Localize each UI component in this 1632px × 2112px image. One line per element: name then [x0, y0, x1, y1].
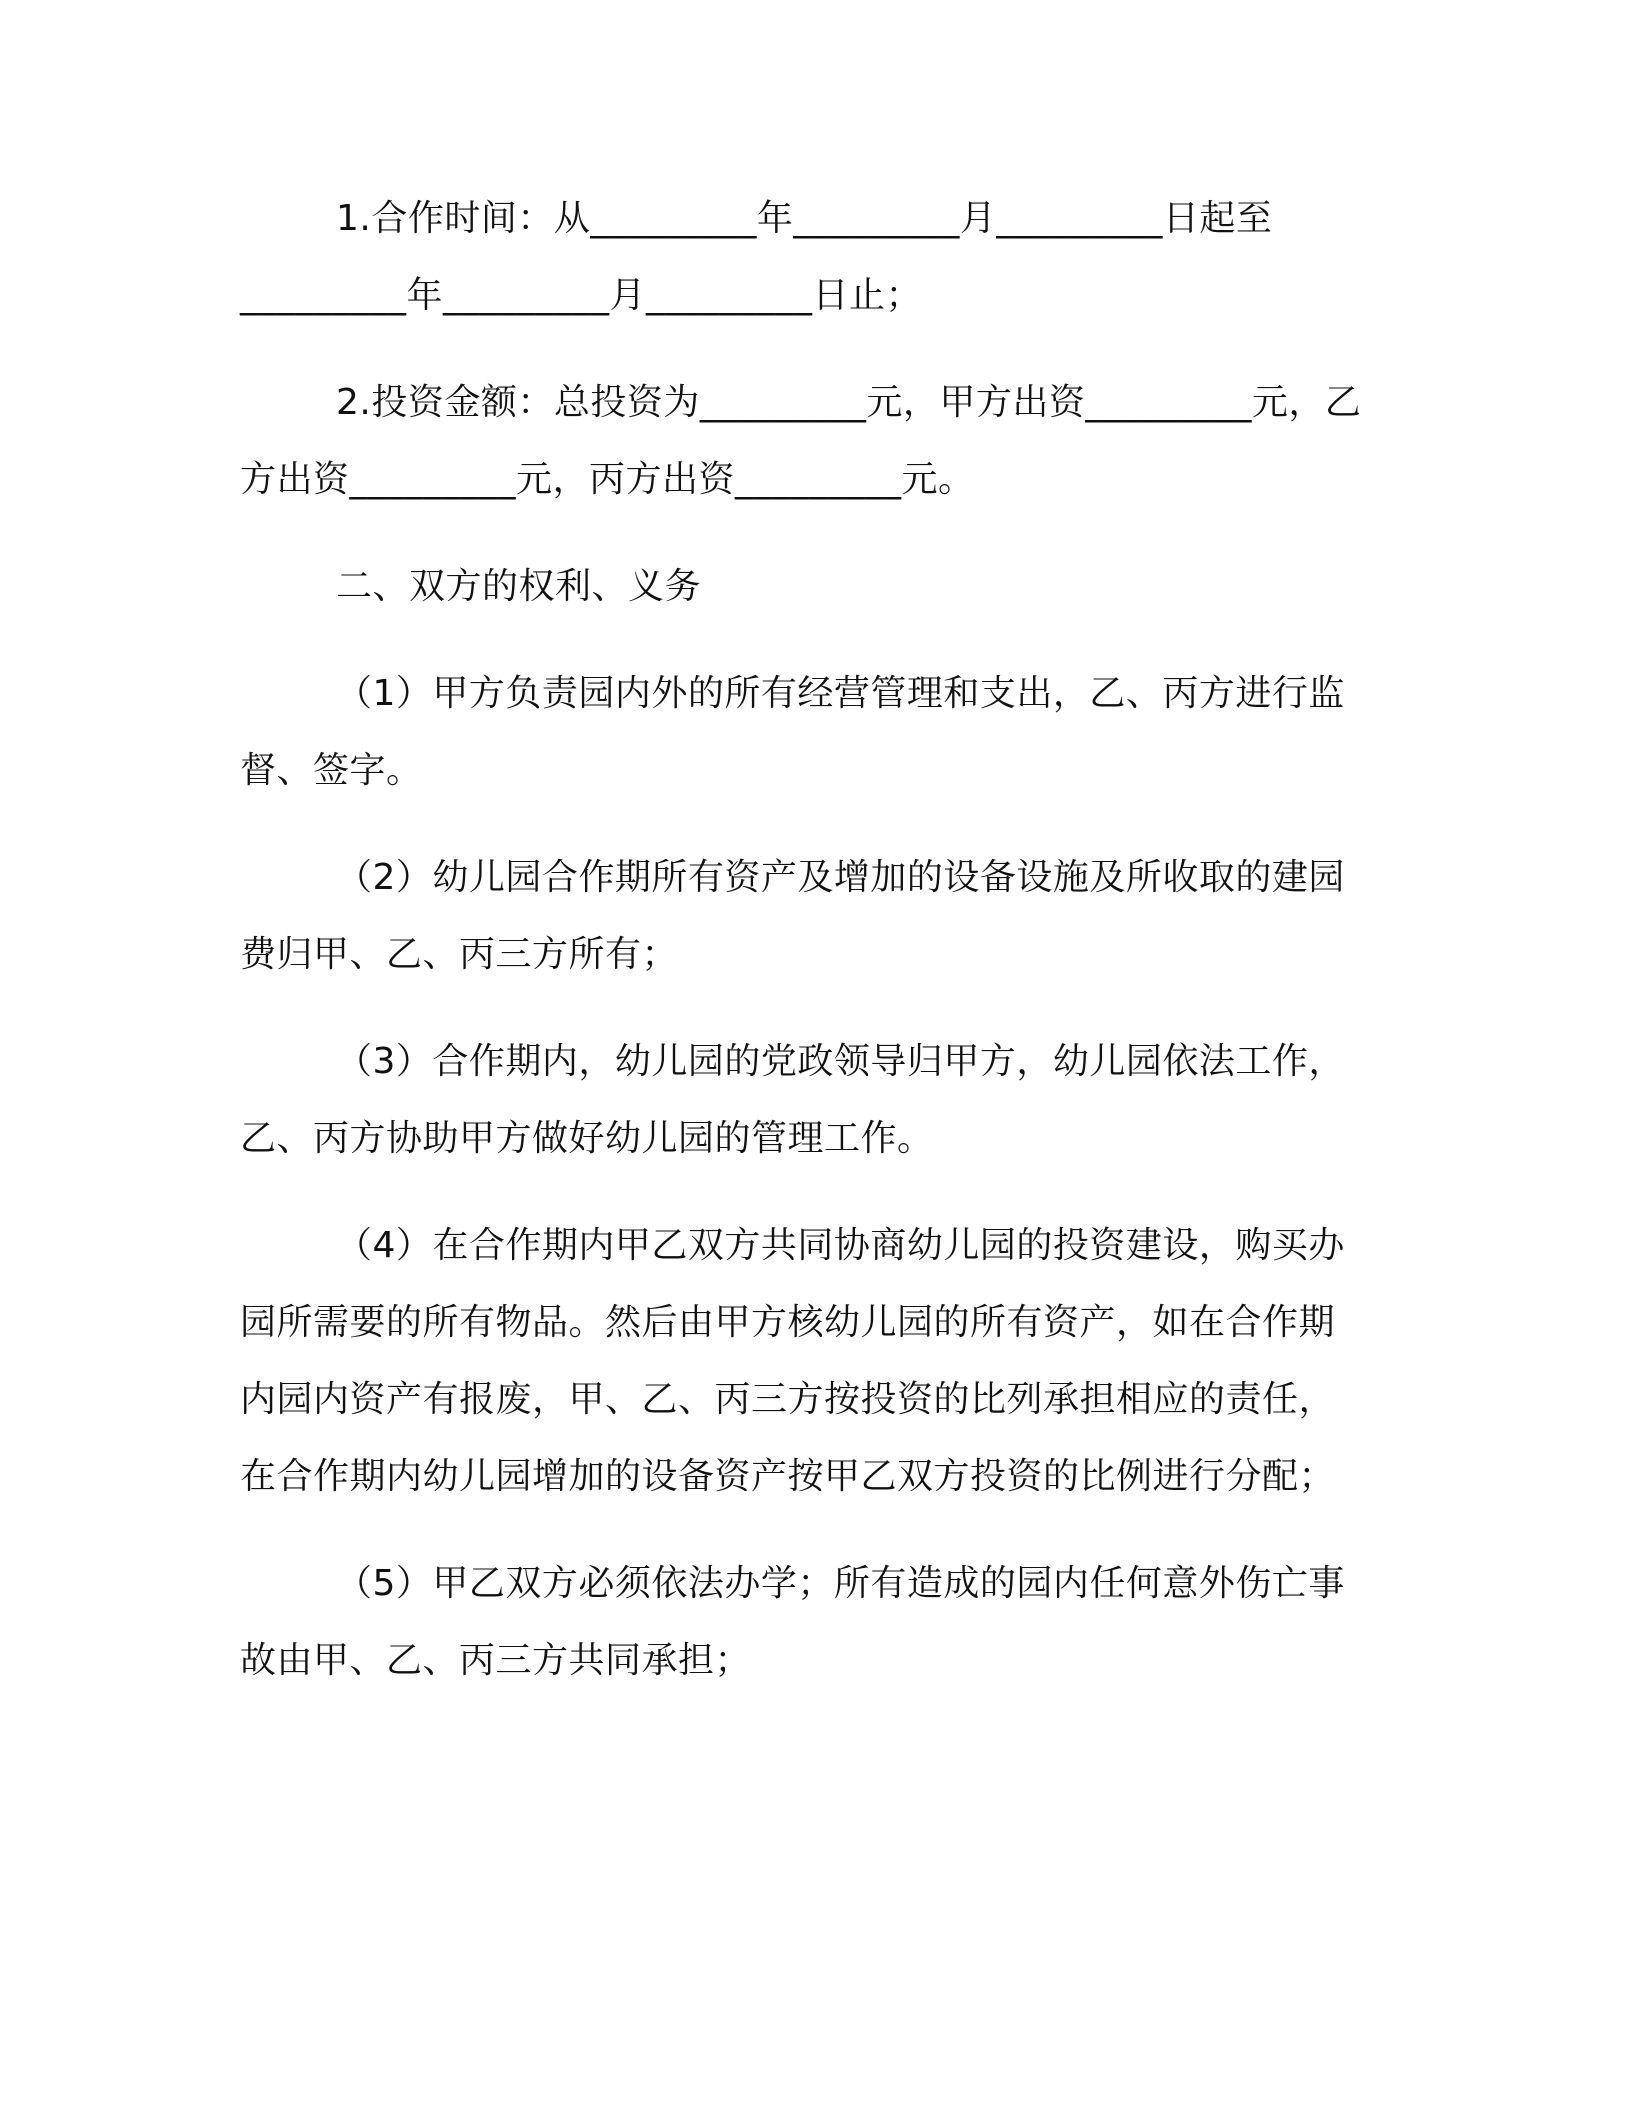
- clause-4: （4）在合作期内甲乙双方共同协商幼儿园的投资建设，购买办园所需要的所有物品。然后由甲方核幼儿园的所有资产，如在合作期内园内资产有报废，甲、乙、丙三方按投资的比列承担相应的责任，在合作期内幼儿园增加的设备资产按甲乙双方投资的比例进行分配；: [240, 1225, 1345, 1497]
- section-heading: 二、双方的权利、义务: [336, 566, 702, 607]
- paragraph-spacer: [240, 1177, 1370, 1207]
- document-page: [240, 180, 1370, 1699]
- clause-3: （3）合作期内，幼儿园的党政领导归甲方，幼儿园依法工作，乙、丙方协助甲方做好幼儿园的管理工作。: [240, 1041, 1345, 1159]
- paragraph-spacer: [240, 809, 1370, 839]
- paragraph-investment-amount: 2.投资金额：总投资为_________元，甲方出资_________元，乙方出资_________元，丙方出资_________元。: [240, 382, 1362, 500]
- paragraph-spacer: [240, 625, 1370, 655]
- paragraph-spacer: [240, 334, 1370, 364]
- clause-1: （1）甲方负责园内外的所有经营管理和支出，乙、丙方进行监督、签字。: [240, 673, 1345, 791]
- paragraph-cooperation-period: 1.合作时间：从_________年_________月_________日起至_________年_________月_________日止；: [240, 198, 1273, 316]
- clause-5: （5）甲乙双方必须依法办学；所有造成的园内任何意外伤亡事故由甲、乙、丙三方共同承担；: [240, 1563, 1345, 1681]
- paragraph-spacer: [240, 518, 1370, 548]
- clause-2: （2）幼儿园合作期所有资产及增加的设备设施及所收取的建园费归甲、乙、丙三方所有；: [240, 857, 1345, 975]
- paragraph-spacer: [240, 993, 1370, 1023]
- paragraph-spacer: [240, 1515, 1370, 1545]
